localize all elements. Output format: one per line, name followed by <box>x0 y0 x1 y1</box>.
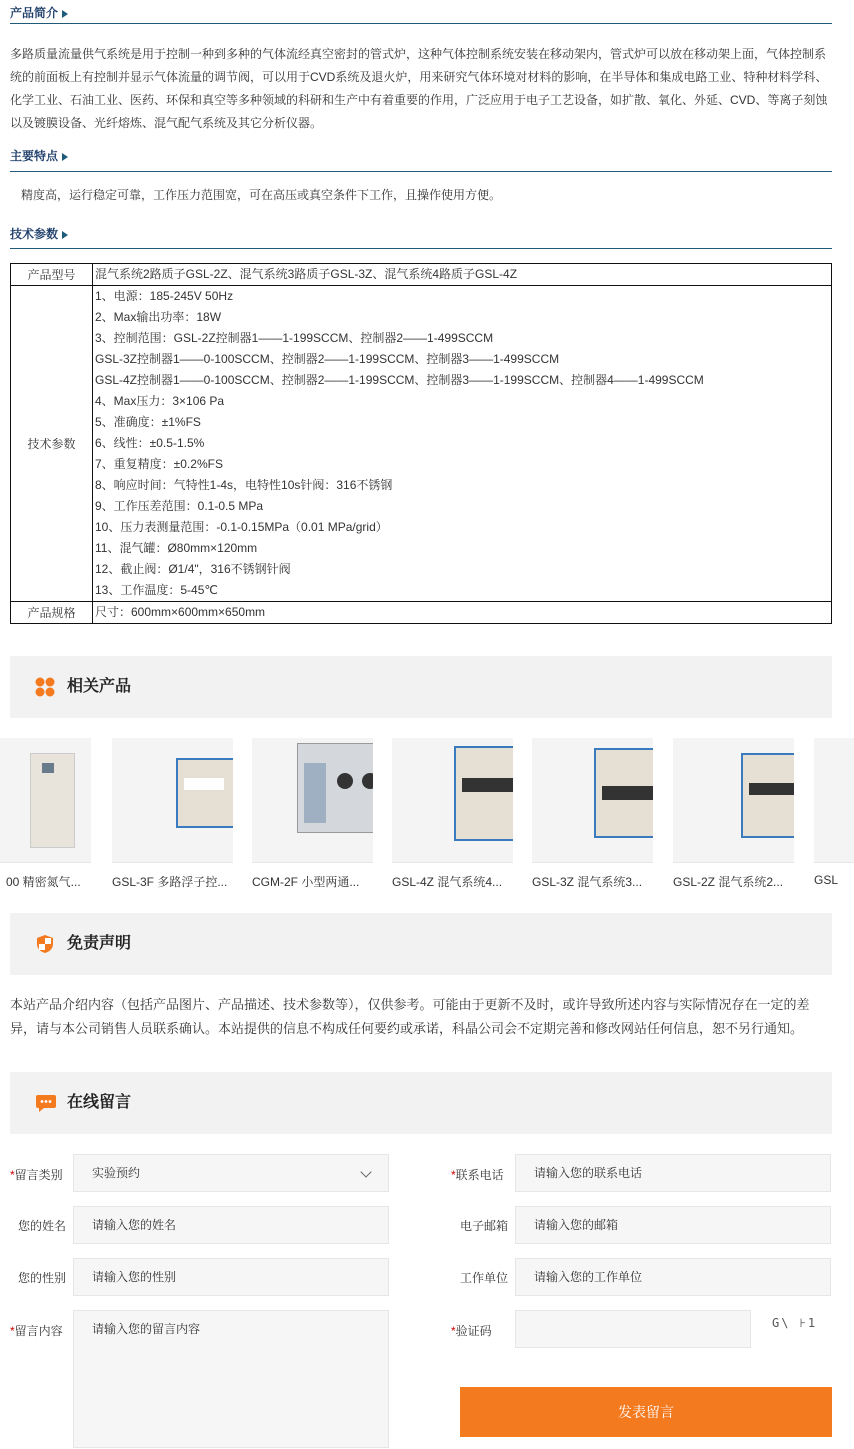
product-image[interactable] <box>0 738 91 863</box>
intro-section-header <box>10 4 832 24</box>
name-label: 您的姓名 <box>18 1219 67 1233</box>
param-line: 7、重复精度：±0.2%FS <box>95 457 223 471</box>
triangle-right-icon <box>62 231 68 239</box>
content-label <box>10 1322 63 1339</box>
param-line: 4、Max压力：3×106 Pa <box>95 394 225 408</box>
category-selected-value: 实验预约 <box>92 1166 141 1180</box>
category-select[interactable] <box>73 1154 389 1192</box>
intro-title: 产品简介 <box>10 6 59 20</box>
name-field[interactable]: 请输入您的姓名 <box>73 1206 389 1244</box>
disclaimer-text: 本站产品介绍内容（包括产品图片、产品描述、技术参数等），仅供参考。可能由于更新不及时，或许导致所述内容与实际情况存在一定的差异，请与本公司销售人员联系确认。本站提供的信息不构成任何要约或承诺，科晶公司会不定期完善和修改网站任何信息，恕不另行通知。 <box>10 997 810 1036</box>
table-row <box>11 264 832 286</box>
model-label: 产品型号 <box>11 264 93 286</box>
product-image[interactable] <box>112 738 233 863</box>
params-label: 技术参数 <box>11 286 93 602</box>
features-title: 主要特点 <box>10 149 59 163</box>
param-line: 9、工作压差范围：0.1-0.5 MPa <box>95 499 264 513</box>
spec-value: 尺寸：600mm×600mm×650mm <box>93 602 832 624</box>
email-field[interactable]: 请输入您的邮箱 <box>515 1206 831 1244</box>
related-product-card[interactable] <box>532 738 653 890</box>
related-product-name[interactable]: GSL-3Z 混气系统3... <box>532 875 643 889</box>
param-line: 5、准确度：±1%FS <box>95 415 201 429</box>
disclaimer-title: 免责声明 <box>67 935 132 952</box>
company-label: 工作单位 <box>460 1271 509 1285</box>
required-mark: * <box>10 1324 15 1338</box>
captcha-label-text: 验证码 <box>455 1324 492 1338</box>
table-row <box>11 602 832 624</box>
related-product-card[interactable] <box>814 738 854 887</box>
product-image[interactable] <box>532 738 653 863</box>
param-line: 1、电源：185-245V 50Hz <box>95 289 234 303</box>
captcha-image[interactable]: G\ ⊦1 <box>772 1316 818 1330</box>
captcha-label <box>451 1322 492 1339</box>
phone-field[interactable]: 请输入您的联系电话 <box>515 1154 831 1192</box>
email-label: 电子邮箱 <box>460 1219 509 1233</box>
spec-table <box>10 263 832 624</box>
param-line: 12、截止阀：Ø1/4"，316不锈钢针阀 <box>95 562 291 576</box>
related-product-card[interactable] <box>112 738 233 890</box>
intro-text: 多路质量流量供气系统是用于控制一种到多种的气体流经真空密封的管式炉，这种气体控制系统安装在移动架内，管式炉可以放在移动架上面，气体控制系统的前面板上有控制并显示气体流量的调节阀，可以用于CVD系统及退火炉，用来研究气体环境对材料的影响，在半导体和集成电路工业、特种材料学科、化学工业、石油工业、医药、环保和真空等多种领域的科研和生产中有着重要的作用，广泛应用于电子工艺设备，如扩散、氧化、外延、CVD、等离子刻蚀以及镀膜设备、光纤熔炼、混气配气系统及其它分析仪器。 <box>10 47 828 130</box>
product-image[interactable] <box>252 738 373 863</box>
submit-button[interactable]: 发表留言 <box>460 1387 832 1437</box>
phone-label <box>451 1166 504 1183</box>
related-product-name[interactable]: 00 精密氮气... <box>6 875 81 889</box>
chat-bubble-icon <box>35 1093 57 1113</box>
clover-icon <box>35 677 55 697</box>
content-textarea[interactable]: 请输入您的留言内容 <box>73 1310 389 1448</box>
related-product-name[interactable]: GSL <box>814 873 839 887</box>
company-field[interactable]: 请输入您的工作单位 <box>515 1258 831 1296</box>
param-line: 10、压力表测量范围：-0.1-0.15MPa（0.01 MPa/grid） <box>95 520 388 534</box>
features-section-header <box>10 146 832 172</box>
model-value: 混气系统2路质子GSL-2Z、混气系统3路质子GSL-3Z、混气系统4路质子GSL-4Z <box>93 264 832 286</box>
product-image[interactable] <box>392 738 513 863</box>
param-line: 13、工作温度：5-45℃ <box>95 583 218 597</box>
param-line: GSL-4Z控制器1——0-100SCCM、控制器2——1-199SCCM、控制器3——1-199SCCM、控制器4——1-499SCCM <box>95 373 704 387</box>
related-product-card[interactable] <box>392 738 513 890</box>
related-product-card[interactable] <box>252 738 373 890</box>
params-value <box>93 286 832 602</box>
param-line: 8、响应时间：气特性1-4s，电特性10s针阀：316不锈钢 <box>95 478 393 492</box>
gender-label: 您的性别 <box>18 1271 67 1285</box>
related-header <box>10 656 832 718</box>
disclaimer-header <box>10 913 832 975</box>
message-header <box>10 1072 832 1134</box>
related-product-name[interactable]: GSL-4Z 混气系统4... <box>392 875 503 889</box>
features-text-content: 精度高，运行稳定可靠，工作压力范围宽，可在高压或真空条件下工作，且操作使用方便。 <box>21 188 502 202</box>
category-label-text: 留言类别 <box>14 1168 63 1182</box>
gender-field[interactable]: 请输入您的性别 <box>73 1258 389 1296</box>
related-title: 相关产品 <box>67 678 132 695</box>
shield-icon <box>35 934 55 954</box>
phone-label-text: 联系电话 <box>455 1168 504 1182</box>
product-image[interactable] <box>673 738 794 863</box>
chevron-down-icon <box>360 1166 371 1177</box>
table-row <box>11 286 832 602</box>
features-text <box>10 184 832 207</box>
param-line: 11、混气罐：Ø80mm×120mm <box>95 541 258 555</box>
message-title: 在线留言 <box>67 1094 132 1111</box>
related-carousel[interactable] <box>0 738 854 898</box>
product-image[interactable] <box>814 738 854 863</box>
content-label-text: 留言内容 <box>14 1324 63 1338</box>
required-mark: * <box>451 1168 456 1182</box>
captcha-field[interactable] <box>515 1310 751 1348</box>
required-mark: * <box>10 1168 15 1182</box>
tech-title: 技术参数 <box>10 227 59 241</box>
related-product-name[interactable]: GSL-3F 多路浮子控... <box>112 875 228 889</box>
param-line: 6、线性：±0.5-1.5% <box>95 436 205 450</box>
related-product-name[interactable]: GSL-2Z 混气系统2... <box>673 875 784 889</box>
required-mark: * <box>451 1324 456 1338</box>
triangle-right-icon <box>62 153 68 161</box>
related-product-card[interactable] <box>0 738 91 890</box>
param-line: 3、控制范围：GSL-2Z控制器1——1-199SCCM、控制器2——1-499SCCM <box>95 331 494 345</box>
related-product-name[interactable]: CGM-2F 小型两通... <box>252 875 360 889</box>
triangle-right-icon <box>62 10 68 18</box>
spec-label: 产品规格 <box>11 602 93 624</box>
param-line: 2、Max输出功率：18W <box>95 310 222 324</box>
tech-section-header <box>10 225 832 249</box>
category-label <box>10 1166 63 1183</box>
param-line: GSL-3Z控制器1——0-100SCCM、控制器2——1-199SCCM、控制器3——1-499SCCM <box>95 352 560 366</box>
related-product-card[interactable] <box>673 738 794 890</box>
